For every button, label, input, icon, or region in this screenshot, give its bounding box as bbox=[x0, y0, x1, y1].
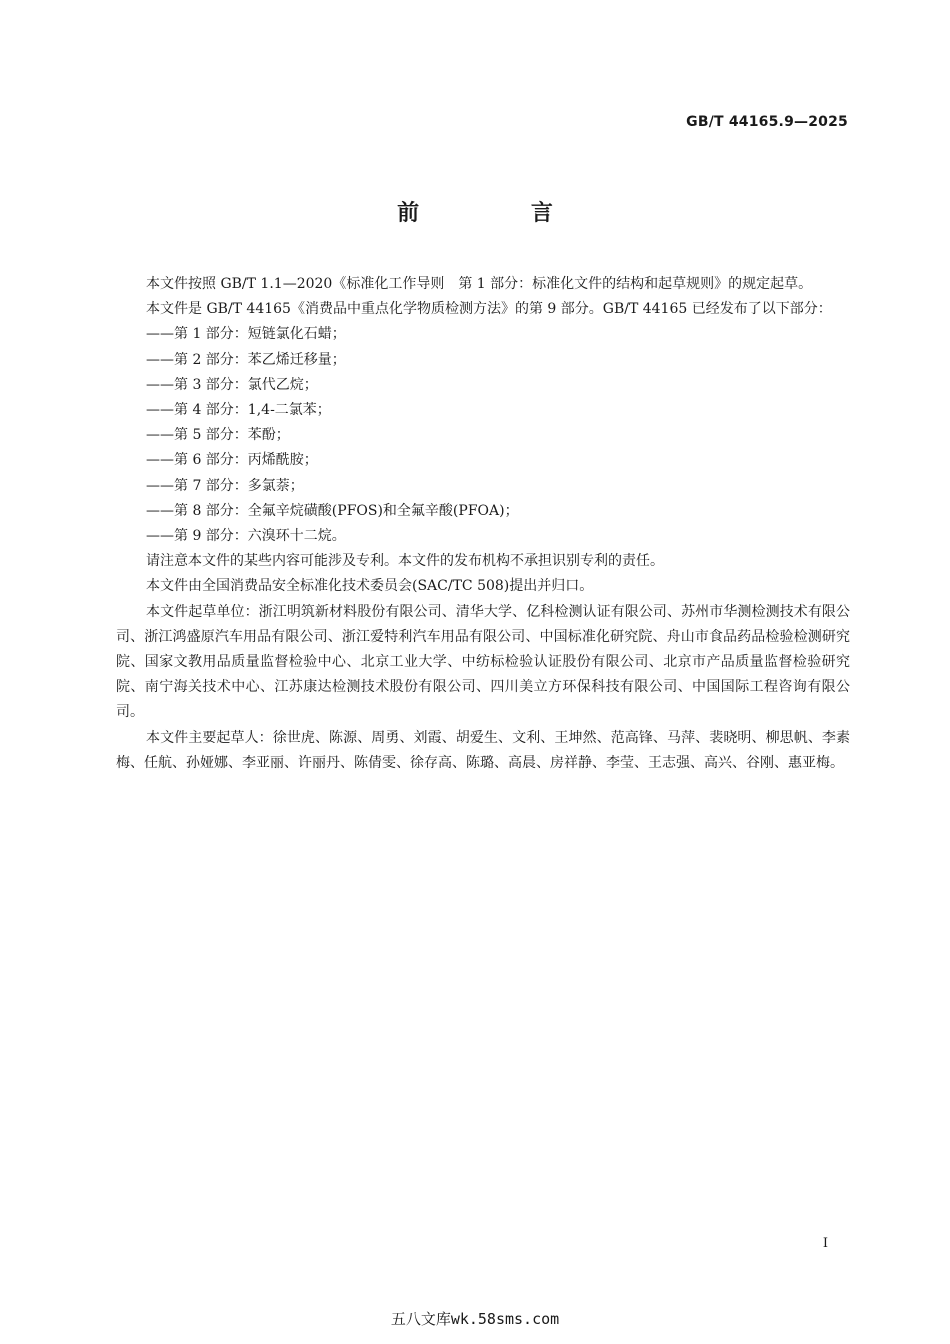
standard-code: GB/T 44165.9—2025 bbox=[686, 114, 848, 130]
list-item-part-8: ——第 8 部分：全氟辛烷磺酸(PFOS)和全氟辛酸(PFOA)； bbox=[146, 502, 519, 519]
list-item-part-3: ——第 3 部分：氯代乙烷； bbox=[146, 376, 318, 393]
list-item-part-7: ——第 7 部分：多氯萘； bbox=[146, 477, 304, 494]
list-item-part-5: ——第 5 部分：苯酚； bbox=[146, 427, 290, 444]
page-number: I bbox=[822, 1236, 828, 1251]
paragraph-patent-notice: 请注意本文件的某些内容可能涉及专利。本文件的发布机构不承担识别专利的责任。 bbox=[146, 553, 664, 570]
list-item-part-2: ——第 2 部分：苯乙烯迁移量； bbox=[146, 351, 346, 368]
list-item-part-9: ——第 9 部分：六溴环十二烷。 bbox=[146, 528, 346, 545]
page-title: 前 言 bbox=[397, 201, 605, 226]
paragraph-series-info: 本文件是 GB/T 44165《消费品中重点化学物质检测方法》的第 9 部分。GB/T 44165 已经发布了以下部分： bbox=[146, 301, 832, 318]
paragraph-drafting-rules: 本文件按照 GB/T 1.1—2020《标准化工作导则 第 1 部分：标准化文件的结构和起草规则》的规定起草。 bbox=[146, 276, 813, 292]
footer-watermark: 五八文库wk.58sms.com bbox=[390, 1310, 560, 1328]
list-item-part-4: ——第 4 部分：1,4-二氯苯； bbox=[146, 402, 331, 419]
foreword-body bbox=[116, 272, 850, 776]
paragraph-committee: 本文件由全国消费品安全标准化技术委员会(SAC/TC 508)提出并归口。 bbox=[146, 578, 594, 595]
paragraph-drafters: 本文件主要起草人：徐世虎、陈源、周勇、刘霞、胡爱生、文利、王坤然、范高锋、马萍、裴晓明、柳思帆、李素梅、任航、孙娅娜、李亚丽、许丽丹、陈倩雯、徐存高、陈璐、高晨、房祥静、李莹、王志强、高兴、谷刚、惠亚梅。 bbox=[116, 729, 850, 771]
list-item-part-6: ——第 6 部分：丙烯酰胺； bbox=[146, 452, 318, 469]
list-item-part-1: ——第 1 部分：短链氯化石蜡； bbox=[146, 326, 346, 343]
paragraph-drafting-units: 本文件起草单位：浙江明筑新材料股份有限公司、清华大学、亿科检测认证有限公司、苏州市华测检测技术有限公司、浙江鸿盛原汽车用品有限公司、浙江爱特利汽车用品有限公司、中国标准化研究院、舟山市食品药品检验检测研究院、国家文教用品质量监督检验中心、北京工业大学、中纺标检验认证股份有限公司、北京市产品质量监督检验研究院、南宁海关技术中心、江苏康达检测技术股份有限公司、四川美立方环保科技有限公司、中国国际工程咨询有限公司。 bbox=[116, 603, 850, 721]
